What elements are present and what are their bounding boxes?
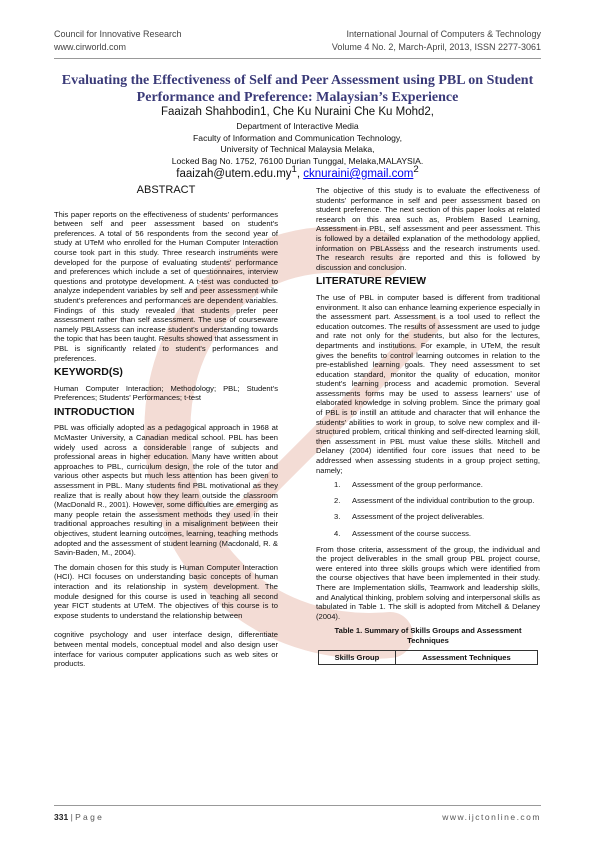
journal-issue: Volume 4 No. 2, March-April, 2013, ISSN 2277-3061 — [331, 42, 541, 52]
objective-paragraph: The objective of this study is to evaluate the effectiveness of students’ performance in self and peer assessment based on student preference. The next section of this paper looks at related research on this area such as, Problem Based Learning, Assessment in PBL, self assessment and peer assessment. This is followed by a detailed explanation of the methodology applied, information on PBLAssess and the research instruments used. The research results are reported and this is followed by discussion and conclusion. — [316, 186, 540, 272]
skills-table — [318, 650, 538, 666]
author-emails — [54, 163, 541, 181]
keywords-heading: KEYWORD(S) — [54, 366, 123, 379]
literature-review-heading: LITERATURE REVIEW — [316, 275, 427, 288]
introduction-heading: INTRODUCTION — [54, 405, 135, 418]
header-divider — [54, 58, 541, 59]
list-item — [316, 496, 540, 506]
journal-header-right — [332, 28, 541, 54]
introduction-paragraph-1: PBL was officially adopted as a pedagogical approach in 1968 at McMaster University, a Canadian medical school. PBL has been widely used across a considerable range of subjects and professional areas in higher education. Many have written about approaches to PBL, curriculum design, the role of the tutor and various other aspects but much less attention has been given to assessment in PBL. Many students find PBL motivational as they realize that is really about how they learn outside the classroom (MacDonald R., 2001). However, some difficulties are emerging as many people retain the assessment methods they used in their traditional approaches resulting in a misalignment between their objectives, student learning outcomes, learning, teaching methods adopted and the assessment of student learning (Macdonald, R. & Savin-Baden, M., 2004). — [54, 423, 278, 558]
literature-review-paragraph-2: From those criteria, assessment of the group, the individual and the project deliverables in the small group PBL project course, were entered into three skills groups which were identified from the course objectives that have been implemented in their study. There are Implementation skills, Teamwork and leadership skills, and Analytical thinking, problem solving and interpersonal skills as tabulated in Table 1. The skill is adopted from Mitchell & Delaney (2004). — [316, 544, 540, 621]
list-item-text: Assessment of the course success. — [352, 528, 472, 538]
left-column — [54, 186, 278, 674]
literature-review-paragraph-1: The use of PBL in computer based is different from traditional environment. It also can enhance learning experience especially in the assessment part. Assessment is a tool used to reflect the education outcomes. The results of assessment are used to judge and rate not only for the students, but also for the lectures, departments and institutions. For example, in UTeM, the result gives the benefits to control learning outcomes in relation to the pre-established learning goals. They need assessment to set education standard, monitor the quality of education, monitor student's learning process and academic promotion. Several assessments forms may be used to assess learners’ use of elaborated knowledge in solving problem. Since the primary goal of PBL is to instill an attitude and character that will enhance the students’ abilities to work in group, to solve new complex and ill-structured problem, critical thinking and self-directed learning skill, then assessment in PBL must value these skills. Mitchell and Delaney (2004) identified four core issues that need to be addressed when assessing students in a group project setting, namely; — [316, 292, 540, 475]
list-item-number: 4. — [334, 528, 341, 538]
affiliation-address: Locked Bag No. 1752, 76100 Durian Tunggal, Melaka,MALAYSIA. — [171, 155, 424, 166]
list-item-text: Assessment of the individual contribution to the group. — [352, 496, 535, 506]
email-first-author[interactable]: faaizah@utem.edu.my — [176, 167, 292, 180]
email-second-author-link[interactable]: cknuraini@gmail.com — [303, 167, 414, 180]
publisher-name: Council for Innovative Research — [54, 29, 182, 39]
publisher-website[interactable]: www.cirworld.com — [54, 42, 127, 52]
list-item-text: Assessment of the group performance. — [352, 480, 483, 490]
abstract-heading: ABSTRACT — [136, 184, 196, 196]
list-item — [316, 480, 540, 490]
table-header-skills-group: Skills Group — [319, 650, 396, 665]
table-header-assessment-techniques: Assessment Techniques — [395, 650, 537, 665]
list-item — [316, 529, 540, 539]
footer-website[interactable]: www.ijctonline.com — [442, 812, 541, 822]
right-column — [316, 186, 540, 665]
list-item-number: 1. — [334, 480, 341, 490]
table-header-row — [319, 650, 538, 665]
introduction-paragraph-2: The domain chosen for this study is Human Computer Interaction (HCI). HCI focuses on understanding basic concepts of human interaction and its relationship in system development. The module designed for this course is used in teaching all second year FICT students at UTeM. The objectives of this course is to expose students to understand the relationship between — [54, 562, 278, 620]
journal-header-left — [54, 28, 182, 54]
affiliation-university: University of Technical Malaysia Melaka, — [220, 144, 375, 154]
list-item-number: 3. — [334, 512, 341, 522]
email-second-sup: 2 — [413, 164, 419, 175]
affiliation-faculty: Faculty of Information and Communication Technology, — [193, 132, 402, 143]
author-affiliation — [54, 121, 541, 167]
core-issues-list — [316, 480, 540, 538]
paper-title: Evaluating the Effectiveness of Self and Peer Assessment using PBL on Student Performance and Preference: Malaysian’s Experience — [61, 73, 534, 105]
page-label: | P a g e — [70, 812, 102, 822]
paper-authors: Faaizah Shahbodin1, Che Ku Nuraini Che Ku Mohd2, — [161, 106, 434, 118]
footer-divider — [54, 805, 541, 806]
affiliation-department: Department of Interactive Media — [236, 121, 359, 131]
journal-name: International Journal of Computers & Technology — [346, 29, 541, 39]
page-number: 331 — [54, 812, 69, 822]
table-caption: Table 1. Summary of Skills Groups and Assessment Techniques — [334, 626, 522, 645]
email-separator: , — [296, 167, 304, 180]
abstract-text: This paper reports on the effectiveness of students’ performances between self and peer assessment based on student's preferences. A total of 56 respondents from the second year of study at UTeM who enrolled for the Human Computer Interaction course took part in this study. Three research instruments were developed for the purpose of evaluating students’ performance and preferences which include a set of questionnaires, interview questions and prototype development. A t-test was conducted to analyze independent variables by self and peer assessment while student’s preferences and performances are dependent variables. Findings of this study revealed that students prefer peer assessment rather than self assessment. The use of courseware namely PBLAssess can increase student's understanding towards the topic that has been taught. Results showed that assessment in PBL is significantly related to student's performances and preferences. — [54, 209, 278, 363]
introduction-paragraph-3: cognitive psychology and user interface design, differentiate between mental models, conceptual model and also design user interface for various computer applications such as web sites or products. — [54, 630, 278, 669]
list-item-number: 2. — [334, 496, 341, 506]
list-item-text: Assessment of the project deliverables. — [352, 512, 485, 522]
page-footer-left — [54, 812, 102, 822]
list-item — [316, 512, 540, 522]
email-first-sup: 1 — [291, 164, 297, 175]
keywords-text: Human Computer Interaction; Methodology; PBL; Student's Preferences; Students’ Performances; t-test — [54, 383, 278, 403]
